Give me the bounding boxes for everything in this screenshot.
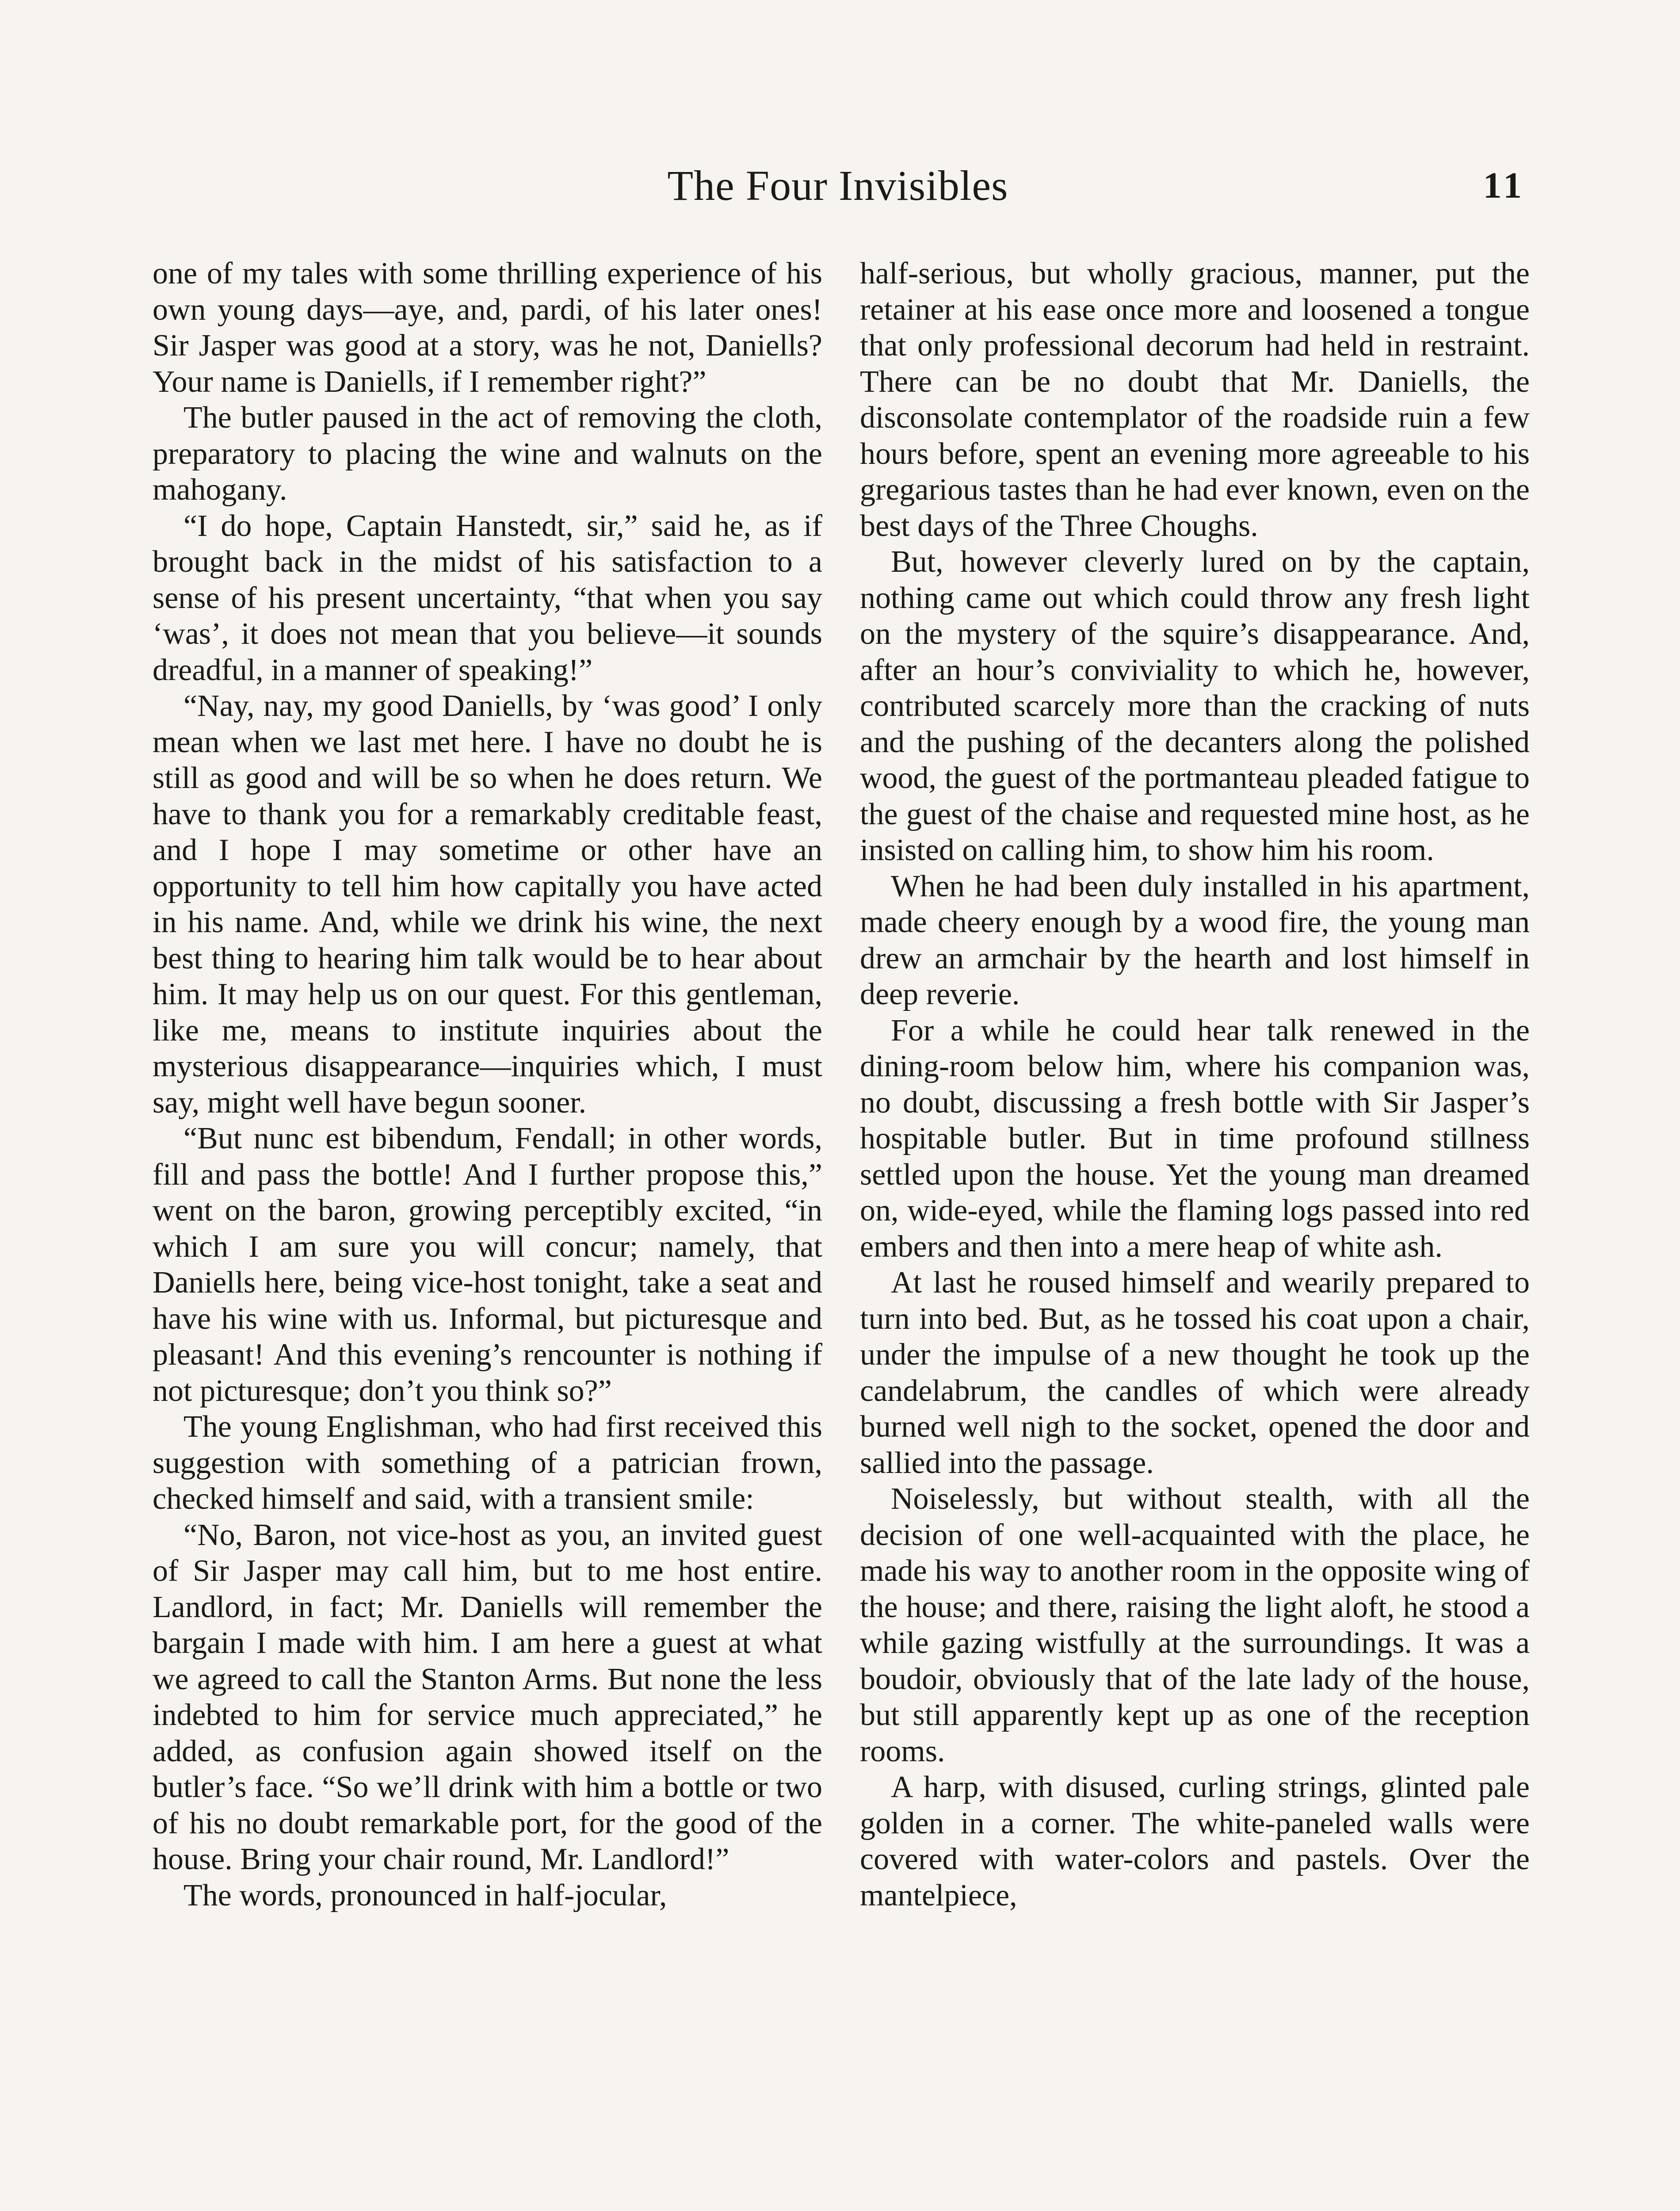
- paragraph: The young Englishman, who had first received this suggestion with something of a patrician frown, checked himself and said, with a transient smile:: [153, 1410, 822, 1516]
- paragraph: “Nay, nay, my good Daniells, by ‘was good’ I only mean when we last met here. I have no doubt he is still as good and will be so when he does return. We have to thank you for a remarkably creditable feast, and I hope I may sometime or other have an opportunity to tell him how capitally you have acted in his name. And, while we drink his wine, the next best thing to hearing him talk would be to hear about him. It may help us on our quest. For this gentleman, like me, means to institute inquiries about the mysterious disappearance—inquiries which, I must say, might well have begun sooner.: [153, 689, 822, 1120]
- paragraph: half-serious, but wholly gracious, manner, put the retainer at his ease once more and loosened a tongue that only professional decorum had held in restraint. There can be no doubt that Mr. Daniells, the disconsolate contemplator of the roadside ruin a few hours before, spent an evening more agreeable to his gregarious tastes than he had ever known, even on the best days of the Three Choughs.: [860, 256, 1530, 543]
- running-head: [150, 159, 1525, 212]
- paragraph: When he had been duly installed in his apartment, made cheery enough by a wood fire, the young man drew an armchair by the hearth and lost himself in deep reverie.: [860, 869, 1530, 1011]
- paragraph: For a while he could hear talk renewed in the dining-room below him, where his companion was, no doubt, discussing a fresh bottle with Sir Jasper’s hospitable butler. But in time profound stillness settled upon the house. Yet the young man dreamed on, wide-eyed, while the flaming logs passed into red embers and then into a mere heap of white ash.: [860, 1013, 1530, 1264]
- paragraph: A harp, with disused, curling strings, glinted pale golden in a corner. The white-paneled walls were covered with water-colors and pastels. Over the mantelpiece,: [860, 1770, 1530, 1913]
- paragraph: At last he roused himself and wearily prepared to turn into bed. But, as he tossed his coat upon a chair, under the impulse of a new thought he took up the candelabrum, the candles of which were already burned well nigh to the socket, opened the door and sallied into the passage.: [860, 1266, 1530, 1480]
- paragraph: “I do hope, Captain Hanstedt, sir,” said he, as if brought back in the midst of his satisfaction to a sense of his present uncertainty, “that when you say ‘was’, it does not mean that you believe—it sounds dreadful, in a manner of speaking!”: [153, 509, 822, 687]
- paragraph: The words, pronounced in half-jocular,: [183, 1878, 667, 1913]
- page-number: 11: [1483, 165, 1525, 206]
- left-column: [153, 256, 822, 1913]
- running-title: The Four Invisibles: [667, 162, 1008, 209]
- right-column: [860, 256, 1530, 1913]
- paragraph: Noiselessly, but without stealth, with all the decision of one well-acquainted with the place, he made his way to another room in the opposite wing of the house; and there, raising the light aloft, he stood a while gazing wistfully at the surroundings. It was a boudoir, obviously that of the late lady of the house, but still apparently kept up as one of the reception rooms.: [860, 1482, 1530, 1768]
- paragraph: “But nunc est bibendum, Fendall; in other words, fill and pass the bottle! And I further propose this,” went on the baron, growing perceptibly excited, “in which I am sure you will concur; namely, that Daniells here, being vice-host tonight, take a seat and have his wine with us. Informal, but picturesque and pleasant! And this evening’s rencounter is nothing if not picturesque; don’t you think so?”: [153, 1121, 822, 1408]
- paragraph: The butler paused in the act of removing the cloth, preparatory to placing the wine and walnuts on the mahogany.: [153, 401, 822, 507]
- paragraph: one of my tales with some thrilling experience of his own young days—aye, and, pardi, of his later ones! Sir Jasper was good at a story, was he not, Daniells? Your name is Daniells, if I remember right?”: [153, 256, 822, 399]
- paragraph: “No, Baron, not vice-host as you, an invited guest of Sir Jasper may call him, but to me host entire. Landlord, in fact; Mr. Daniells will remember the bargain I made with him. I am here a guest at what we agreed to call the Stanton Arms. But none the less indebted to him for service much appreciated,” he added, as confusion again showed itself on the butler’s face. “So we’ll drink with him a bottle or two of his no doubt remarkable port, for the good of the house. Bring your chair round, Mr. Landlord!”: [153, 1518, 822, 1876]
- paragraph: But, however cleverly lured on by the captain, nothing came out which could throw any fresh light on the mystery of the squire’s disappearance. And, after an hour’s conviviality to which he, however, contributed scarcely more than the cracking of nuts and the pushing of the decanters along the polished wood, the guest of the portmanteau pleaded fatigue to the guest of the chaise and requested mine host, as he insisted on calling him, to show him his room.: [860, 545, 1530, 867]
